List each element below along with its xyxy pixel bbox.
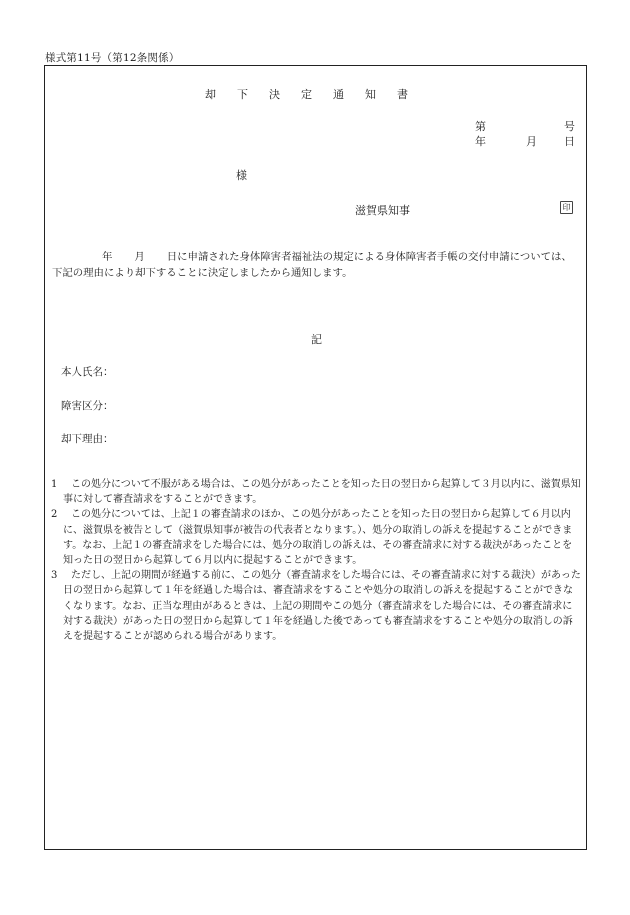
note-number: 2 — [51, 509, 58, 521]
document-frame — [44, 65, 587, 850]
field-applicant-name: 本人氏名： — [61, 366, 114, 378]
document-date-line — [475, 133, 575, 149]
note-number: 1 — [51, 479, 58, 490]
number-suffix: 号 — [564, 120, 575, 133]
note-text: この処分については、上記１の審査請求のほか、この処分があったことを知った日の翌日から起算して６月以内に、滋賀県を被告として（滋賀県知事が被告の代表者となります。）、処分の取消しの訴えを提起することができます。なお、上記１の審査請求をした場合には、処分の取消しの訴えは、その審査請求に対する裁決があったことを知った日の翌日から起算して６月以内に提起することができます。 — [63, 509, 573, 567]
document-title: 却下決定通知書 — [205, 88, 429, 101]
ki-heading: 記 — [311, 333, 322, 346]
form-number-label: 様式第11号（第12条関係） — [45, 52, 180, 64]
note-item — [51, 477, 581, 507]
body-text: 日に申請された身体障害者福祉法の規定による身体障害者手帳の交付申請については、下記の理由により却下することに決定しましたから通知します。 — [52, 251, 572, 279]
note-text: この処分について不服がある場合は、この処分があったことを知った日の翌日から起算して３月以内に、滋賀県知事に対して審査請求をすることができます。 — [63, 479, 581, 506]
date-month: 月 — [526, 135, 537, 148]
number-prefix: 第 — [475, 120, 486, 133]
seal-mark: 印 — [560, 201, 573, 214]
issuer-name: 滋賀県知事 — [355, 204, 410, 217]
note-number: 3 — [51, 570, 58, 582]
body-month: 月 — [134, 251, 145, 263]
notice-body — [52, 249, 580, 281]
note-text: ただし、上記の期間が経過する前に、この処分（審査請求をした場合には、その審査請求に対する裁決）があった日の翌日から起算して１年を経過した場合は、審査請求をすることや処分の取消しの訴えを提起することができなくなります。なお、正当な理由があるときは、上記の期間やこの処分（審査請求をした場合には、その審査請求に対する裁決）があった日の翌日から起算して１年を経過した後であっても審査請求をすることや処分の取消しの訴えを提起することが認められる場合があります。 — [63, 570, 581, 643]
document-number-line — [475, 118, 575, 134]
recipient-honorific: 様 — [236, 169, 247, 182]
date-day: 日 — [564, 135, 575, 148]
field-rejection-reason: 却下理由： — [61, 433, 114, 445]
note-item — [51, 568, 581, 644]
body-year: 年 — [102, 251, 113, 263]
note-item — [51, 507, 581, 568]
date-year: 年 — [475, 135, 486, 148]
field-disability-category: 障害区分： — [61, 400, 114, 412]
notes-list — [51, 477, 581, 644]
